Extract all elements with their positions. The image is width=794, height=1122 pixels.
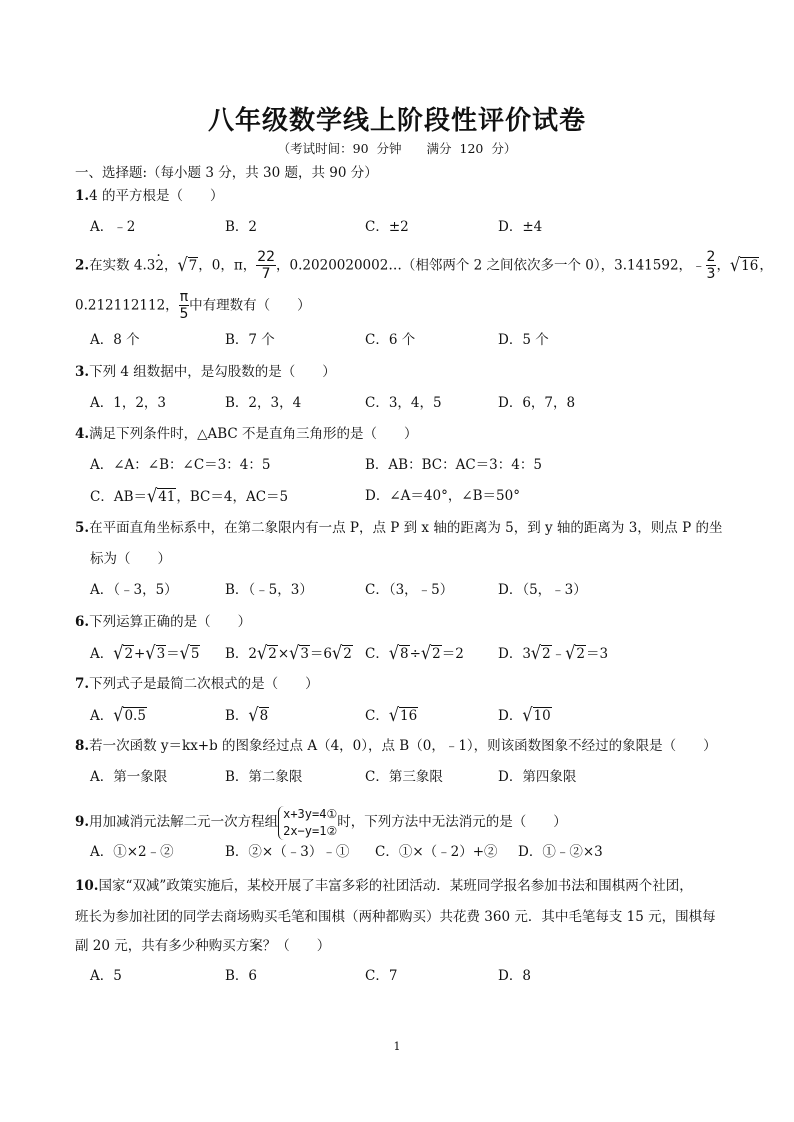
question-1 <box>75 186 223 206</box>
q2-text: 在实数 4.3 <box>89 257 156 274</box>
q2-option-a: A．8 个 <box>90 332 140 348</box>
equation-2: 2x−y=1② <box>283 823 338 838</box>
q1-option-a: A．﹣2 <box>90 219 136 235</box>
q2-option-c: C．6 个 <box>365 332 416 348</box>
q3-option-b: B．2，3，4 <box>225 395 302 411</box>
page-number: 1 <box>393 1040 401 1053</box>
fraction-pi-5: $\frac{\pi}{5}$ <box>179 289 189 322</box>
q4-option-a: A．∠A：∠B：∠C＝3：4：5 <box>90 457 271 473</box>
question-5-line-2: 标为（ ） <box>90 551 171 567</box>
question-text: 下列式子是最简二次根式的是（ ） <box>89 676 319 692</box>
q1-option-b: B．2 <box>225 219 258 235</box>
question-7 <box>75 674 319 694</box>
q8-option-d: D．第四象限 <box>498 769 577 785</box>
question-number: 6. <box>75 614 90 630</box>
sqrt-7: √7 <box>177 253 198 275</box>
q5-option-b: B．（﹣5，3） <box>225 582 313 598</box>
q7-option-d: D．√10 <box>498 703 551 726</box>
q2-text-2: 0.212112112， <box>75 297 179 314</box>
q9-option-a: A．①×2﹣② <box>90 844 174 860</box>
q6-option-c: C．√8÷√2＝2 <box>365 641 464 664</box>
question-number: 3. <box>75 364 90 380</box>
question-number: 2. <box>75 257 90 274</box>
q5-option-a: A．（﹣3，5） <box>90 582 178 598</box>
q2-option-b: B．7 个 <box>225 332 275 348</box>
question-9 <box>75 802 567 842</box>
q8-option-a: A．第一象限 <box>90 769 168 785</box>
q9-option-c: C．①×（﹣2）+② <box>375 844 498 860</box>
section-title: 一、选择题:（每小题 3 分，共 30 题，共 90 分） <box>75 165 378 181</box>
q7-option-a: A．√0.5 <box>90 703 146 726</box>
question-2-line-1 <box>75 250 773 282</box>
question-text: 国家“双减”政策实施后，某校开展了丰富多彩的社团活动．某班同学报名参加书法和围棋两个社团， <box>98 878 693 894</box>
q7-option-b: B．√8 <box>225 703 269 726</box>
question-text: 4 的平方根是（ ） <box>89 188 224 204</box>
q4-option-c: C．AB＝√41，BC＝4，AC＝5 <box>90 484 289 507</box>
fraction-2-3: $\frac{2}{3}$ <box>706 249 716 282</box>
question-4 <box>75 424 418 444</box>
q9-option-d: D．①﹣②×3 <box>518 844 603 860</box>
q3-option-d: D．6，7，8 <box>498 395 576 411</box>
question-text: 满足下列条件时，△ABC 不是直角三角形的是（ ） <box>89 426 418 442</box>
question-3 <box>75 362 336 382</box>
question-8 <box>75 736 717 756</box>
question-text: 在平面直角坐标系中，在第二象限内有一点 P，点 P 到 x 轴的距离为 5，到 y 轴的距离为 3，则点 P 的坐 <box>89 520 723 536</box>
question-number: 8. <box>75 738 90 754</box>
question-10-line-2: 班长为参加社团的同学去商场购买毛笔和围棋（两种都购买）共花费 360 元．其中毛笔每支 15 元，围棋每 <box>75 909 716 925</box>
q1-option-d: D．±4 <box>498 219 543 235</box>
question-10-line-1 <box>75 876 693 896</box>
repeating-digit: · 2 <box>155 258 164 274</box>
question-text: 下列运算正确的是（ ） <box>89 614 252 630</box>
q10-option-b: B．6 <box>225 968 258 984</box>
q2-text-b: ，0，π， <box>198 257 257 274</box>
question-10-line-3: 副 20 元，共有多少种购买方案？（ ） <box>75 938 331 954</box>
q3-option-a: A．1，2，3 <box>90 395 167 411</box>
question-text: 下列 4 组数据中，是勾股数的是（ ） <box>89 364 336 380</box>
q4-option-d: D．∠A＝40°，∠B＝50° <box>365 488 520 504</box>
q10-option-d: D．8 <box>498 968 531 984</box>
q6-option-b: B．2√2×√3＝6√2 <box>225 641 352 664</box>
q4-option-b: B．AB：BC：AC＝3：4：5 <box>365 457 542 473</box>
q7-option-c: C．√16 <box>365 703 418 726</box>
q2-text-2b: 中有理数有（ ） <box>189 297 311 314</box>
q2-text-c: ，0.2020020002…（相邻两个 2 之间依次多一个 0），3.141592，﹣ <box>276 257 706 274</box>
question-2-line-2 <box>75 290 311 322</box>
question-text: 若一次函数 y＝kx+b 的图象经过点 A（4，0），点 B（0，﹣1），则该函数图象不经过的象限是（ ） <box>89 738 717 754</box>
q1-option-c: C．±2 <box>365 219 409 235</box>
q10-option-c: C．7 <box>365 968 398 984</box>
question-number: 10. <box>75 878 99 894</box>
fraction-22-7: $\frac{22}{7}$ <box>257 249 276 282</box>
question-6 <box>75 612 251 632</box>
question-number: 1. <box>75 188 90 204</box>
sqrt-41: √41 <box>147 484 176 507</box>
exam-info: （考试时间：90 分钟 满分 120 分） <box>277 141 517 156</box>
question-number: 5. <box>75 520 90 536</box>
q9-option-b: B．②×（﹣3）﹣① <box>225 844 350 860</box>
q8-option-c: C．第三象限 <box>365 769 443 785</box>
page-title: 八年级数学线上阶段性评价试卷 <box>207 106 586 136</box>
q5-option-c: C．（3，﹣5） <box>365 582 454 598</box>
question-text: 用加减消元法解二元一次方程组 <box>89 814 279 830</box>
q3-option-c: C．3，4，5 <box>365 395 442 411</box>
question-number: 9. <box>75 814 90 830</box>
question-number: 4. <box>75 426 90 442</box>
question-number: 7. <box>75 676 90 692</box>
q8-option-b: B．第二象限 <box>225 769 303 785</box>
q2-text-d: ， <box>716 257 730 274</box>
question-text-post: 时，下列方法中无法消元的是（ ） <box>337 814 567 830</box>
question-5-line-1 <box>75 518 722 538</box>
q2-option-d: D．5 个 <box>498 332 549 348</box>
sqrt-16: √16 <box>729 253 759 275</box>
q6-option-a: A．√2+√3＝√5 <box>90 641 200 664</box>
q2-sep: ， <box>163 257 178 274</box>
q6-option-d: D．3√2﹣√2＝3 <box>498 641 609 664</box>
equation-system <box>278 806 337 840</box>
q5-option-d: D．（5，﹣3） <box>498 582 587 598</box>
q10-option-a: A．5 <box>90 968 122 984</box>
q2-text-e: ， <box>759 257 773 274</box>
equation-1: x+3y=4① <box>283 806 338 821</box>
